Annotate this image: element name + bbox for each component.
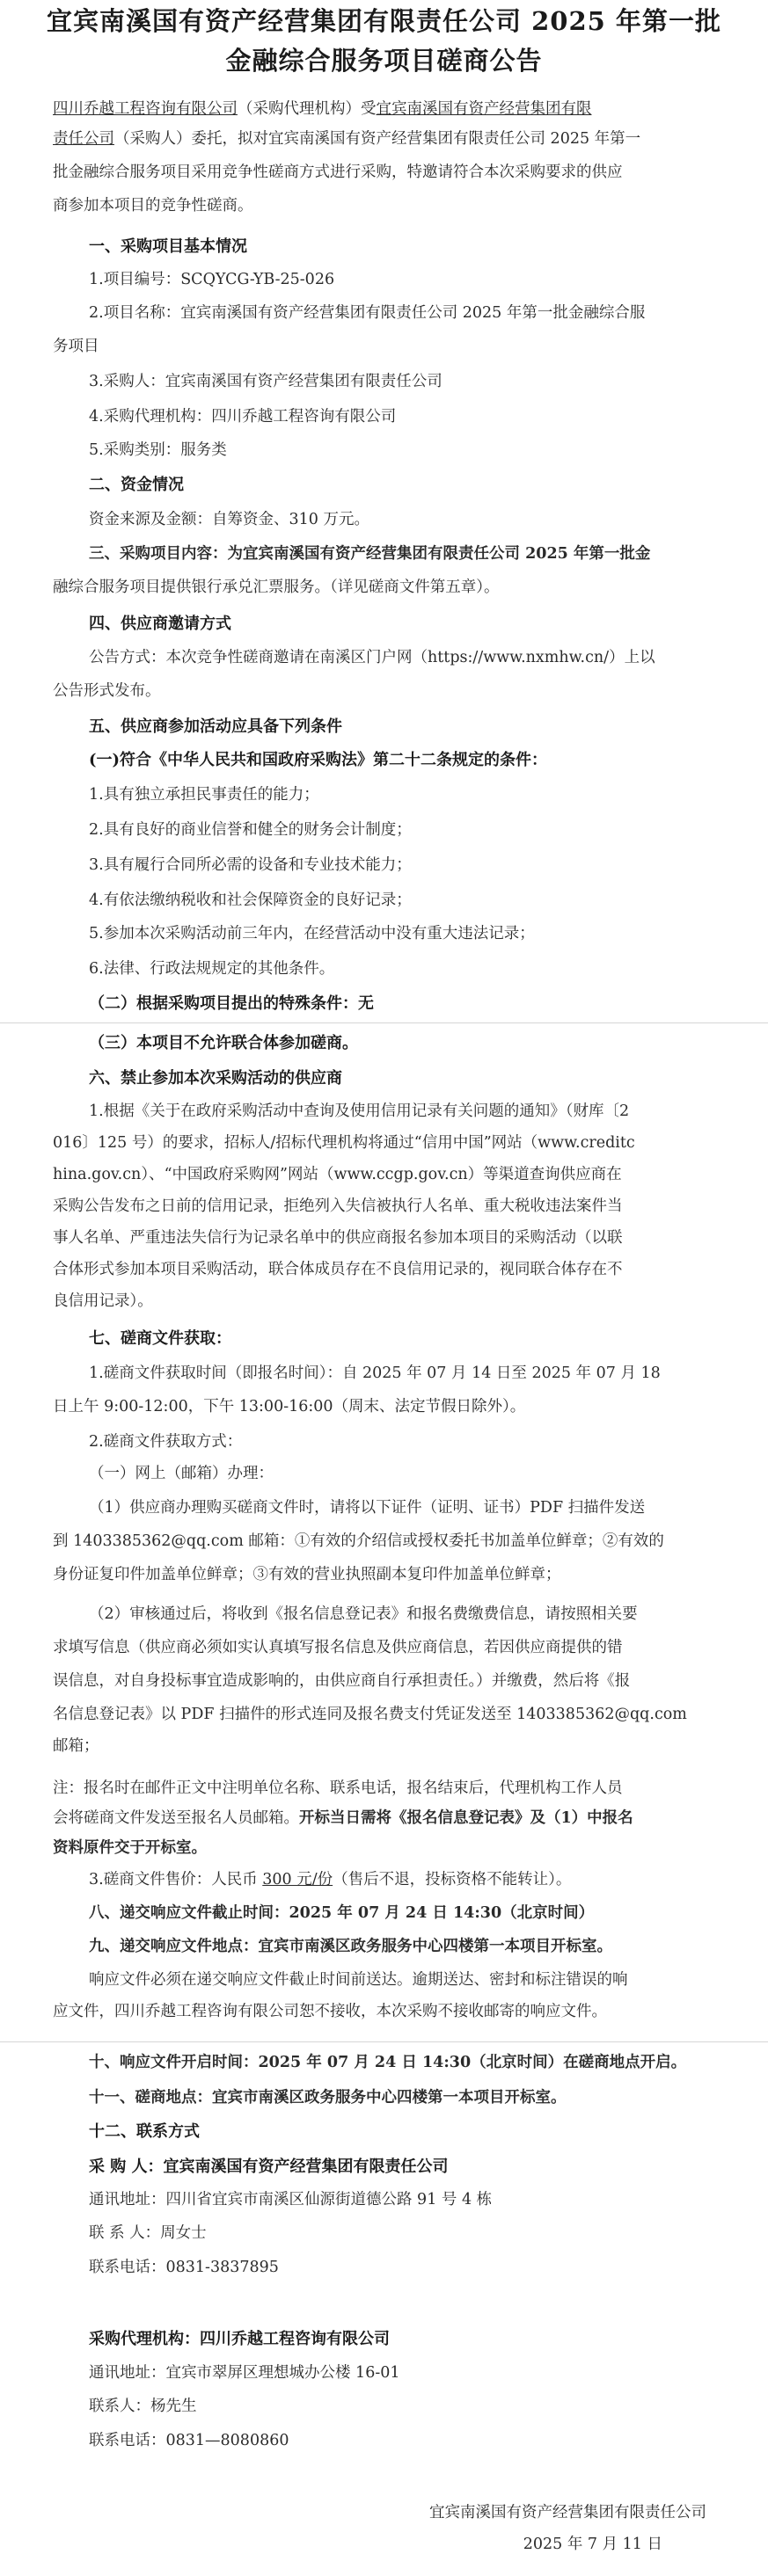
project-number: 1.项目编号：SCQYCG-YB-25-026 <box>89 271 335 288</box>
step-2-line-2: 求填写信息（供应商必须如实认真填写报名信息及供应商信息，若因供应商提供的错 <box>53 1639 623 1656</box>
section-6-line-7: 良信用记录）。 <box>53 1292 153 1310</box>
signature-organization: 宜宾南溪国有资产经营集团有限责任公司 <box>429 2504 706 2521</box>
section-8: 八、递交响应文件截止时间：2025 年 07 月 24 日 14:30（北京时间） <box>89 1904 595 1922</box>
note-line-3: 资料原件交于开标室。 <box>53 1839 207 1857</box>
step-2-line-3: 误信息，对自身投标事宜造成影响的，由供应商自行承担责任。）并缴费，然后将《报 <box>53 1672 631 1690</box>
section-6-line-5: 事人名单、严重违法失信行为记录名单中的供应商报名参加本项目的采购活动（以联 <box>53 1229 623 1247</box>
section-6-line-6: 合体形式参加本项目采购活动，联合体成员存在不良信用记录的，视同联合体存在不 <box>53 1261 623 1278</box>
section-6-line-4: 采购公告发布之日前的信用记录，拒绝列入失信被执行人名单、重大税收违法案件当 <box>53 1197 623 1215</box>
note-line-2: 会将磋商文件发送至报名人员邮箱。开标当日需将《报名信息登记表》及（1）中报名 <box>53 1809 633 1827</box>
section-9-line-2: 响应文件必须在递交响应文件截止时间前送达。逾期送达、密封和标注错误的响 <box>89 1971 628 1989</box>
section-5-sub-2: （二）根据采购项目提出的特殊条件：无 <box>89 994 374 1013</box>
intro-line-2: 责任公司（采购人）委托，拟对宜宾南溪国有资产经营集团有限责任公司 2025 年第一 <box>53 130 641 148</box>
note-line-1: 注：报名时在邮件正文中注明单位名称、联系电话，报名结束后，代理机构工作人员 <box>53 1779 623 1797</box>
condition-6: 6.法律、行政法规规定的其他条件。 <box>89 960 335 978</box>
section-6-line-1: 1.根据《关于在政府采购活动中查询及使用信用记录有关问题的通知》（财库〔2 <box>89 1102 630 1120</box>
document-price: 3.磋商文件售价：人民币 300 元/份（售后不退，投标资格不能转让）。 <box>89 1871 572 1888</box>
condition-1: 1.具有独立承担民事责任的能力； <box>89 786 319 804</box>
page-divider <box>0 1022 768 1023</box>
intro-line-1: 四川乔越工程咨询有限公司（采购代理机构）受宜宾南溪国有资产经营集团有限 <box>53 100 592 118</box>
step-2-line-1: （2）审核通过后，将收到《报名信息登记表》和报名费缴费信息，请按照相关要 <box>89 1605 638 1623</box>
section-4-line-1: 公告方式：本次竞争性磋商邀请在南溪区门户网（https://www.nxmhw.cn/）上以 <box>89 649 655 666</box>
step-1-line-1: （1）供应商办理购买磋商文件时，请将以下证件（证明、证书）PDF 扫描件发送 <box>89 1499 646 1517</box>
section-7-heading: 七、磋商文件获取： <box>89 1329 231 1348</box>
condition-4: 4.有依法缴纳税收和社会保障资金的良好记录； <box>89 891 412 909</box>
section-4-heading: 四、供应商邀请方式 <box>89 615 231 633</box>
section-11: 十一、磋商地点：宜宾市南溪区政务服务中心四楼第一本项目开标室。 <box>89 2089 567 2107</box>
section-7-2: 2.磋商文件获取方式： <box>89 1433 243 1451</box>
section-6-heading: 六、禁止参加本次采购活动的供应商 <box>89 1069 342 1088</box>
section-5-sub-3: （三）本项目不允许联合体参加磋商。 <box>89 1034 358 1052</box>
purchaser-name-underlined: 宜宾南溪国有资产经营集团有限 <box>376 100 592 118</box>
section-9-line-3: 应文件，四川乔越工程咨询有限公司恕不接收，本次采购不接收邮寄的响应文件。 <box>53 2003 607 2020</box>
signature-date: 2025 年 7 月 11 日 <box>523 2536 662 2553</box>
section-5-sub-1: (一)符合《中华人民共和国政府采购法》第二十二条规定的条件： <box>89 751 548 769</box>
agent-address: 通讯地址：宜宾市翠屏区理想城办公楼 16-01 <box>89 2364 400 2382</box>
funding-text: 资金来源及金额：自筹资金、310 万元。 <box>89 511 369 528</box>
purchaser: 3.采购人：宜宾南溪国有资产经营集团有限责任公司 <box>89 373 443 390</box>
condition-3: 3.具有履行合同所必需的设备和专业技术能力； <box>89 856 412 874</box>
intro-line-4: 商参加本项目的竞争性磋商。 <box>53 197 253 215</box>
page-divider-2 <box>0 2041 768 2042</box>
condition-2: 2.具有良好的商业信誉和健全的财务会计制度； <box>89 821 412 839</box>
section-7-1-line-2: 日上午 9:00-12:00，下午 13:00-16:00（周末、法定节假日除外）。 <box>53 1398 526 1415</box>
title-line-2: 金融综合服务项目磋商公告 <box>225 46 543 76</box>
section-6-line-3: hina.gov.cn）、“中国政府采购网”网站（www.ccgp.gov.cn）等渠道查询供应商在 <box>53 1166 622 1183</box>
section-4-line-2: 公告形式发布。 <box>53 682 161 700</box>
agent-phone: 联系电话：0831—8080860 <box>89 2432 289 2449</box>
section-2-heading: 二、资金情况 <box>89 476 184 494</box>
procurement-agency: 4.采购代理机构：四川乔越工程咨询有限公司 <box>89 408 397 426</box>
buyer-label: 采 购 人：宜宾南溪国有资产经营集团有限责任公司 <box>89 2158 449 2176</box>
section-7-2-sub: （一）网上（邮箱）办理： <box>89 1465 274 1482</box>
section-7-1-line-1: 1.磋商文件获取时间（即报名时间）：自 2025 年 07 月 14 日至 2025 年 07 月 18 <box>89 1364 661 1382</box>
section-6-line-2: 016〕125 号）的要求，招标人/招标代理机构将通过“信用中国”网站（www.creditc <box>53 1134 635 1152</box>
agent-label: 采购代理机构：四川乔越工程咨询有限公司 <box>89 2330 390 2348</box>
project-name-line-1: 2.项目名称：宜宾南溪国有资产经营集团有限责任公司 2025 年第一批金融综合服 <box>89 304 646 322</box>
section-12-heading: 十二、联系方式 <box>89 2122 200 2141</box>
step-2-line-4: 名信息登记表》以 PDF 扫描件的形式连同及报名费支付凭证发送至 1403385362@qq.com <box>53 1706 687 1723</box>
title-line-1: 宜宾南溪国有资产经营集团有限责任公司 2025 年第一批 <box>47 6 721 36</box>
section-3-line-2: 融综合服务项目提供银行承兑汇票服务。（详见磋商文件第五章）。 <box>53 579 500 596</box>
agent-contact: 联系人：杨先生 <box>89 2398 197 2415</box>
project-name-line-2: 务项目 <box>53 338 99 355</box>
section-5-heading: 五、供应商参加活动应具备下列条件 <box>89 717 342 736</box>
step-1-line-2: 到 1403385362@qq.com 邮箱：①有效的介绍信或授权委托书加盖单位鲜章；②有效的 <box>53 1532 664 1550</box>
section-3-line-1: 三、采购项目内容：为宜宾南溪国有资产经营集团有限责任公司 2025 年第一批金 <box>89 545 651 563</box>
buyer-address: 通讯地址：四川省宜宾市南溪区仙源街道德公路 91 号 4 栋 <box>89 2191 493 2209</box>
price-value: 300 元/份 <box>262 1871 333 1888</box>
agency-name-underlined: 四川乔越工程咨询有限公司 <box>53 100 238 118</box>
intro-line-3: 批金融综合服务项目采用竞争性磋商方式进行采购，特邀请符合本次采购要求的供应 <box>53 164 623 181</box>
section-9-line-1: 九、递交响应文件地点：宜宾市南溪区政务服务中心四楼第一本项目开标室。 <box>89 1938 612 1955</box>
condition-5: 5.参加本次采购活动前三年内，在经营活动中没有重大违法记录； <box>89 925 535 942</box>
buyer-contact: 联 系 人：周女士 <box>89 2224 207 2242</box>
step-1-line-3: 身份证复印件加盖单位鲜章；③有效的营业执照副本复印件加盖单位鲜章； <box>53 1566 561 1583</box>
procurement-category: 5.采购类别：服务类 <box>89 441 227 459</box>
step-2-line-5: 邮箱； <box>53 1737 99 1755</box>
section-10: 十、响应文件开启时间：2025 年 07 月 24 日 14:30（北京时间）在磋商地点开启。 <box>89 2054 687 2071</box>
section-1-heading: 一、采购项目基本情况 <box>89 237 247 256</box>
buyer-phone: 联系电话：0831-3837895 <box>89 2259 279 2276</box>
